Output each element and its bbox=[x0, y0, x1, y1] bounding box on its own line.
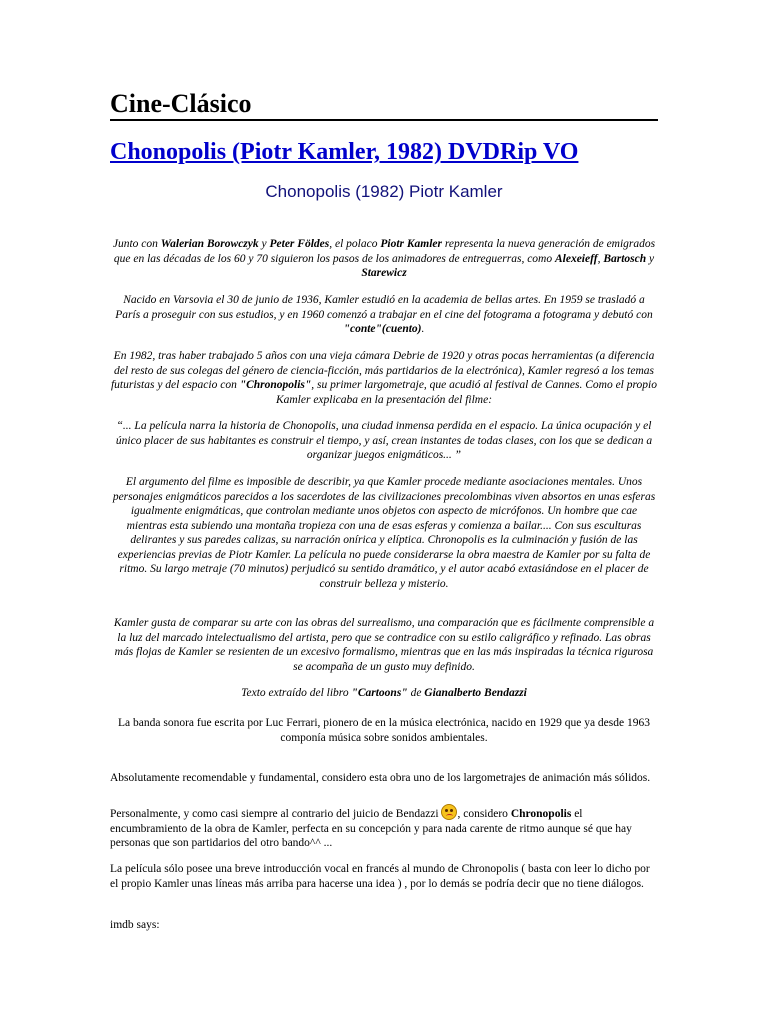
paragraph-soundtrack: La banda sonora fue escrita por Luc Ferrari, pionero de en la música electrónica, nacido en 1929 que ya desde 1963 componía música sobre sonidos ambientales. bbox=[118, 717, 650, 744]
paragraph-plot: El argumento del filme es imposible de describir, ya que Kamler procede mediante asociaciones mentales. Unos personajes enigmáticos parecidos a los sacerdotes de las civilizaciones precolombinas viven absortos en unas esferas igualmente enigmáticas, que controlan mediante unos objetos con aspecto de micrófonos. Un hombre que cae mientras esta subiendo una montaña tropieza con una de esas esferas y comienza a bailar.... Con sus esculturas delirantes y sus paredes calizas, su narración onírica y elíptica. Chronopolis es la culminación y fusión de las experiencias previas de Piotr Kamler. La película no puede considerarse la obra maestra de Kamler por su falta de ritmo. Su largo metraje (70 minutos) perjudicó su sentido dramático, y el autor acabó extasiándose en el placer de construir belleza y misterio. bbox=[112, 476, 656, 590]
paragraph-recommendation: Absolutamente recomendable y fundamental, considero esta obra uno de los largometrajes de animación más sólidos. bbox=[110, 772, 651, 784]
paragraph-quote: “... La película narra la historia de Chonopolis, una ciudad inmensa perdida en el espacio. La única ocupación y el único placer de sus habitantes es construir el tiempo, y así, crean instantes de todas clases, con los que se dedican a organizar juegos enigmáticos... ” bbox=[115, 420, 653, 461]
imdb-label: imdb says: bbox=[110, 919, 160, 931]
post-subtitle: Chonopolis (1982) Piotr Kamler bbox=[265, 182, 503, 201]
paragraph-intro: Junto con Walerian Borowczyk y Peter Földes, el polaco Piotr Kamler representa la nueva generación de emigrados que en las décadas de los 60 y 70 siguieron los pasos de los animadores de entreguerras, como Alexeieff, Bartosch y Starewicz bbox=[112, 238, 656, 279]
blog-title: Cine-Clásico bbox=[110, 89, 252, 118]
paragraph-opinion: Personalmente, y como casi siempre al contrario del juicio de Bendazzi , considero Chronopolis el encumbramiento de la obra de Kamler, perfecta en su concepción y para nada carente de ritmo aunque sé que hay personas que son partidarios del otro bando^^ ... bbox=[110, 804, 658, 851]
paragraph-chronopolis: En 1982, tras haber trabajado 5 años con una vieja cámara Debrie de 1920 y otras pocas herramientas (a diferencia del resto de sus colegas del género de ciencia-ficción, más partidarios de la electrónica), Kamler regresó a los temas futuristas y del espacio con "Chronopolis", su primer largometraje, que acudió al festival de Cannes. Como el propio Kamler explicaba en la presentación del filme: bbox=[110, 350, 657, 406]
post-title bbox=[110, 137, 578, 167]
paragraph-source: Texto extraído del libro "Cartoons" de Gianalberto Bendazzi bbox=[241, 687, 527, 699]
paragraph-style: Kamler gusta de comparar su arte con las obras del surrealismo, una comparación que es fácilmente comprensible a la luz del marcado intelectualismo del artista, pero que se contradice con su estilo caligráfico y refinado. Las obras más flojas de Kamler se resienten de un excesivo formalismo, mientras que en las más inspiradas la técnica rigurosa se acompaña de un gusto muy definido. bbox=[113, 617, 655, 673]
title-divider bbox=[110, 119, 658, 121]
paragraph-biography: Nacido en Varsovia el 30 de junio de 1936, Kamler estudió en la academia de bellas artes. En 1959 se trasladó a París a proseguir con sus estudios, y en 1960 comenzó a trabajar en el cine del fotograma a fotograma y debutó con "conte"(cuento). bbox=[115, 294, 653, 335]
smiley-face-icon bbox=[441, 804, 457, 820]
paragraph-dialogue: La película sólo posee una breve introducción vocal en francés al mundo de Chronopolis ( basta con leer lo dicho por el propio Kamler unas líneas más arriba para hacerse una idea ) , por lo demás se podría decir que no tiene diálogos. bbox=[110, 863, 650, 890]
post-title-link[interactable]: Chonopolis (Piotr Kamler, 1982) DVDRip VO bbox=[110, 139, 579, 165]
